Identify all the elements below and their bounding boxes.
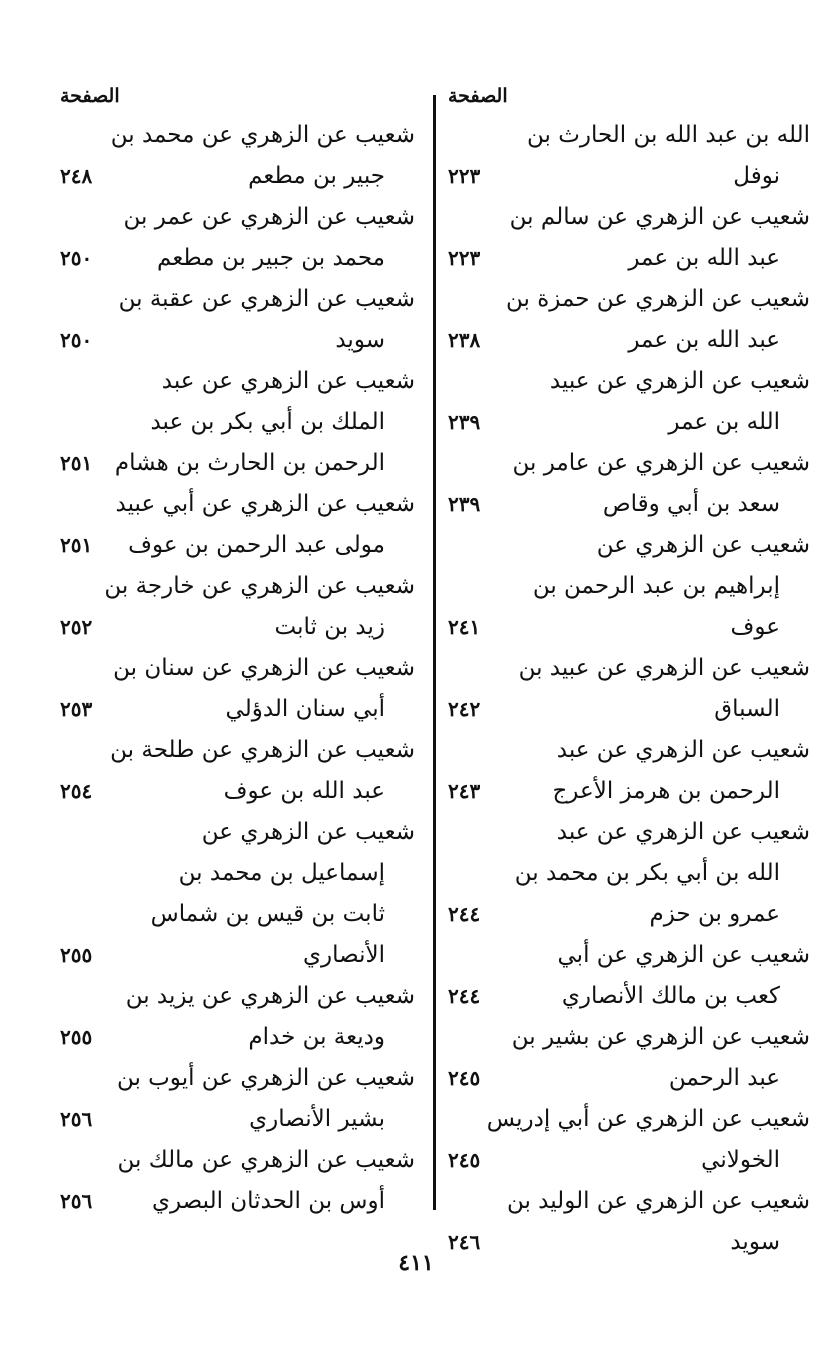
entry-title-line: شعيب عن الزهري عن مالك بن: [117, 1147, 415, 1173]
entry-page-number: ٢٥٦: [60, 1189, 93, 1213]
entry-continuation-line: الله بن عمر: [668, 409, 780, 435]
entry-continuation-line: الله بن أبي بكر بن محمد بن: [514, 860, 780, 886]
entry-title-line: شعيب عن الزهري عن عامر بن: [512, 450, 810, 476]
entry-title-line: شعيب عن الزهري عن محمد بن: [110, 122, 415, 148]
index-entry: [448, 935, 810, 1017]
entry-continuation-line: عبد الله بن عوف: [223, 778, 385, 804]
entry-continuation-line: أوس بن الحدثان البصري: [151, 1188, 385, 1214]
index-entry: [55, 1140, 423, 1222]
entry-title-line: شعيب عن الزهري عن عمر بن: [123, 204, 415, 230]
index-entry: [448, 279, 810, 361]
entry-continuation-line: بشير الأنصاري: [249, 1106, 385, 1132]
entry-page-number: ٢٤٤: [448, 902, 481, 926]
entry-title-line: شعيب عن الزهري عن عبيد بن: [518, 655, 810, 681]
entry-title-line: شعيب عن الزهري عن الوليد بن: [506, 1188, 810, 1214]
entry-title-line: شعيب عن الزهري عن أبي عبيد: [115, 491, 415, 517]
index-entry: [55, 1058, 423, 1140]
entry-page-number: ٢٤٥: [448, 1066, 481, 1090]
entry-continuation-line: عبد الله بن عمر: [628, 245, 780, 271]
index-entry: [55, 279, 423, 361]
entry-continuation-line: عبد الرحمن: [668, 1065, 780, 1091]
entry-page-number: ٢٥٥: [60, 943, 93, 967]
index-entry: [448, 812, 810, 935]
entry-continuation-line: أبي سنان الدؤلي: [225, 696, 385, 722]
entry-continuation-line: سعد بن أبي وقاص: [602, 491, 780, 517]
entry-title-line: شعيب عن الزهري عن سنان بن: [113, 655, 415, 681]
entry-continuation-line: الرحمن بن هرمز الأعرج: [552, 778, 780, 804]
index-entry: [55, 361, 423, 484]
entry-continuation-line: إبراهيم بن عبد الرحمن بن: [532, 573, 780, 599]
entry-continuation-line: إسماعيل بن محمد بن: [178, 860, 385, 886]
index-entry: [448, 443, 810, 525]
entry-title-line: الله بن عبد الله بن الحارث بن: [526, 122, 810, 148]
entry-continuation-line: عوف: [730, 614, 780, 640]
entry-title-line: شعيب عن الزهري عن عقبة بن: [118, 286, 415, 312]
entry-continuation-line: وديعة بن خدام: [248, 1024, 385, 1050]
page-number-folio: ٤١١: [398, 1250, 434, 1276]
entry-page-number: ٢٤٨: [60, 164, 93, 188]
entry-page-number: ٢٥٤: [60, 779, 93, 803]
index-entry: [55, 484, 423, 566]
entry-page-number: ٢٥٣: [60, 697, 93, 721]
entry-page-number: ٢٢٣: [448, 164, 481, 188]
index-entry: [55, 197, 423, 279]
index-entry: [55, 115, 423, 197]
entry-title-line: شعيب عن الزهري عن خارجة بن: [104, 573, 415, 599]
entry-page-number: ٢٤٥: [448, 1148, 481, 1172]
index-entry: [448, 648, 810, 730]
entry-page-number: ٢٥٦: [60, 1107, 93, 1131]
entry-title-line: شعيب عن الزهري عن حمزة بن: [506, 286, 810, 312]
index-entry: [448, 1099, 810, 1181]
index-entry: [55, 648, 423, 730]
right-entry-list: [448, 115, 810, 1263]
entry-continuation-line: محمد بن جبير بن مطعم: [157, 245, 385, 271]
entry-continuation-line: زيد بن ثابت: [274, 614, 385, 640]
entry-continuation-line: مولى عبد الرحمن بن عوف: [128, 532, 385, 558]
left-entry-list: [55, 115, 423, 1222]
entry-title-line: شعيب عن الزهري عن عبد: [161, 368, 415, 394]
index-entry: [55, 566, 423, 648]
entry-continuation-line: الأنصاري: [303, 942, 385, 968]
entry-page-number: ٢٤٤: [448, 984, 481, 1008]
left-page-column-header: الصفحة: [60, 85, 120, 107]
entry-page-number: ٢٥١: [60, 533, 93, 557]
index-entry: [448, 361, 810, 443]
entry-continuation-line: عبد الله بن عمر: [628, 327, 780, 353]
entry-continuation-line: السباق: [714, 696, 780, 722]
entry-page-number: ٢٤٦: [448, 1230, 481, 1254]
entry-title-line: شعيب عن الزهري عن سالم بن: [509, 204, 810, 230]
entry-title-line: شعيب عن الزهري عن أبي: [557, 942, 810, 968]
entry-page-number: ٢٣٨: [448, 328, 481, 352]
entry-continuation-line: سويد: [335, 327, 385, 353]
column-divider: [433, 95, 436, 1210]
entry-continuation-line: الرحمن بن الحارث بن هشام: [114, 450, 385, 476]
entry-title-line: شعيب عن الزهري عن عبد: [556, 819, 810, 845]
entry-page-number: ٢٤٢: [448, 697, 481, 721]
entry-page-number: ٢٢٣: [448, 246, 481, 270]
entry-title-line: شعيب عن الزهري عن: [596, 532, 810, 558]
index-entry: [448, 525, 810, 648]
index-entry: [55, 812, 423, 976]
entry-title-line: شعيب عن الزهري عن أبي إدريس: [486, 1106, 810, 1132]
entry-continuation-line: عمرو بن حزم: [649, 901, 780, 927]
entry-page-number: ٢٤١: [448, 615, 481, 639]
right-page-column-header: الصفحة: [448, 85, 508, 107]
index-entry: [448, 730, 810, 812]
entry-page-number: ٢٥٢: [60, 615, 93, 639]
entry-title-line: شعيب عن الزهري عن بشير بن: [511, 1024, 810, 1050]
entry-title-line: شعيب عن الزهري عن أيوب بن: [116, 1065, 415, 1091]
index-entry: [448, 115, 810, 197]
index-entry: [448, 1017, 810, 1099]
entry-title-line: شعيب عن الزهري عن يزيد بن: [125, 983, 415, 1009]
entry-page-number: ٢٥٥: [60, 1025, 93, 1049]
entry-title-line: شعيب عن الزهري عن عبد: [556, 737, 810, 763]
entry-page-number: ٢٤٣: [448, 779, 481, 803]
index-entry: [55, 976, 423, 1058]
entry-title-line: شعيب عن الزهري عن عبيد: [549, 368, 810, 394]
entry-continuation-line: الخولاني: [701, 1147, 780, 1173]
entry-page-number: ٢٣٩: [448, 492, 481, 516]
entry-continuation-line: جبير بن مطعم: [248, 163, 385, 189]
entry-page-number: ٢٥١: [60, 451, 93, 475]
entry-continuation-line: الملك بن أبي بكر بن عبد: [150, 409, 385, 435]
entry-page-number: ٢٥٠: [60, 328, 93, 352]
entry-continuation-line: نوفل: [733, 163, 780, 189]
entry-title-line: شعيب عن الزهري عن طلحة بن: [110, 737, 415, 763]
entry-continuation-line: كعب بن مالك الأنصاري: [561, 983, 780, 1009]
entry-continuation-line: ثابت بن قيس بن شماس: [150, 901, 385, 927]
entry-page-number: ٢٥٠: [60, 246, 93, 270]
entry-page-number: ٢٣٩: [448, 410, 481, 434]
index-entry: [448, 197, 810, 279]
entry-continuation-line: سويد: [730, 1229, 780, 1255]
entry-title-line: شعيب عن الزهري عن: [201, 819, 415, 845]
index-entry: [55, 730, 423, 812]
